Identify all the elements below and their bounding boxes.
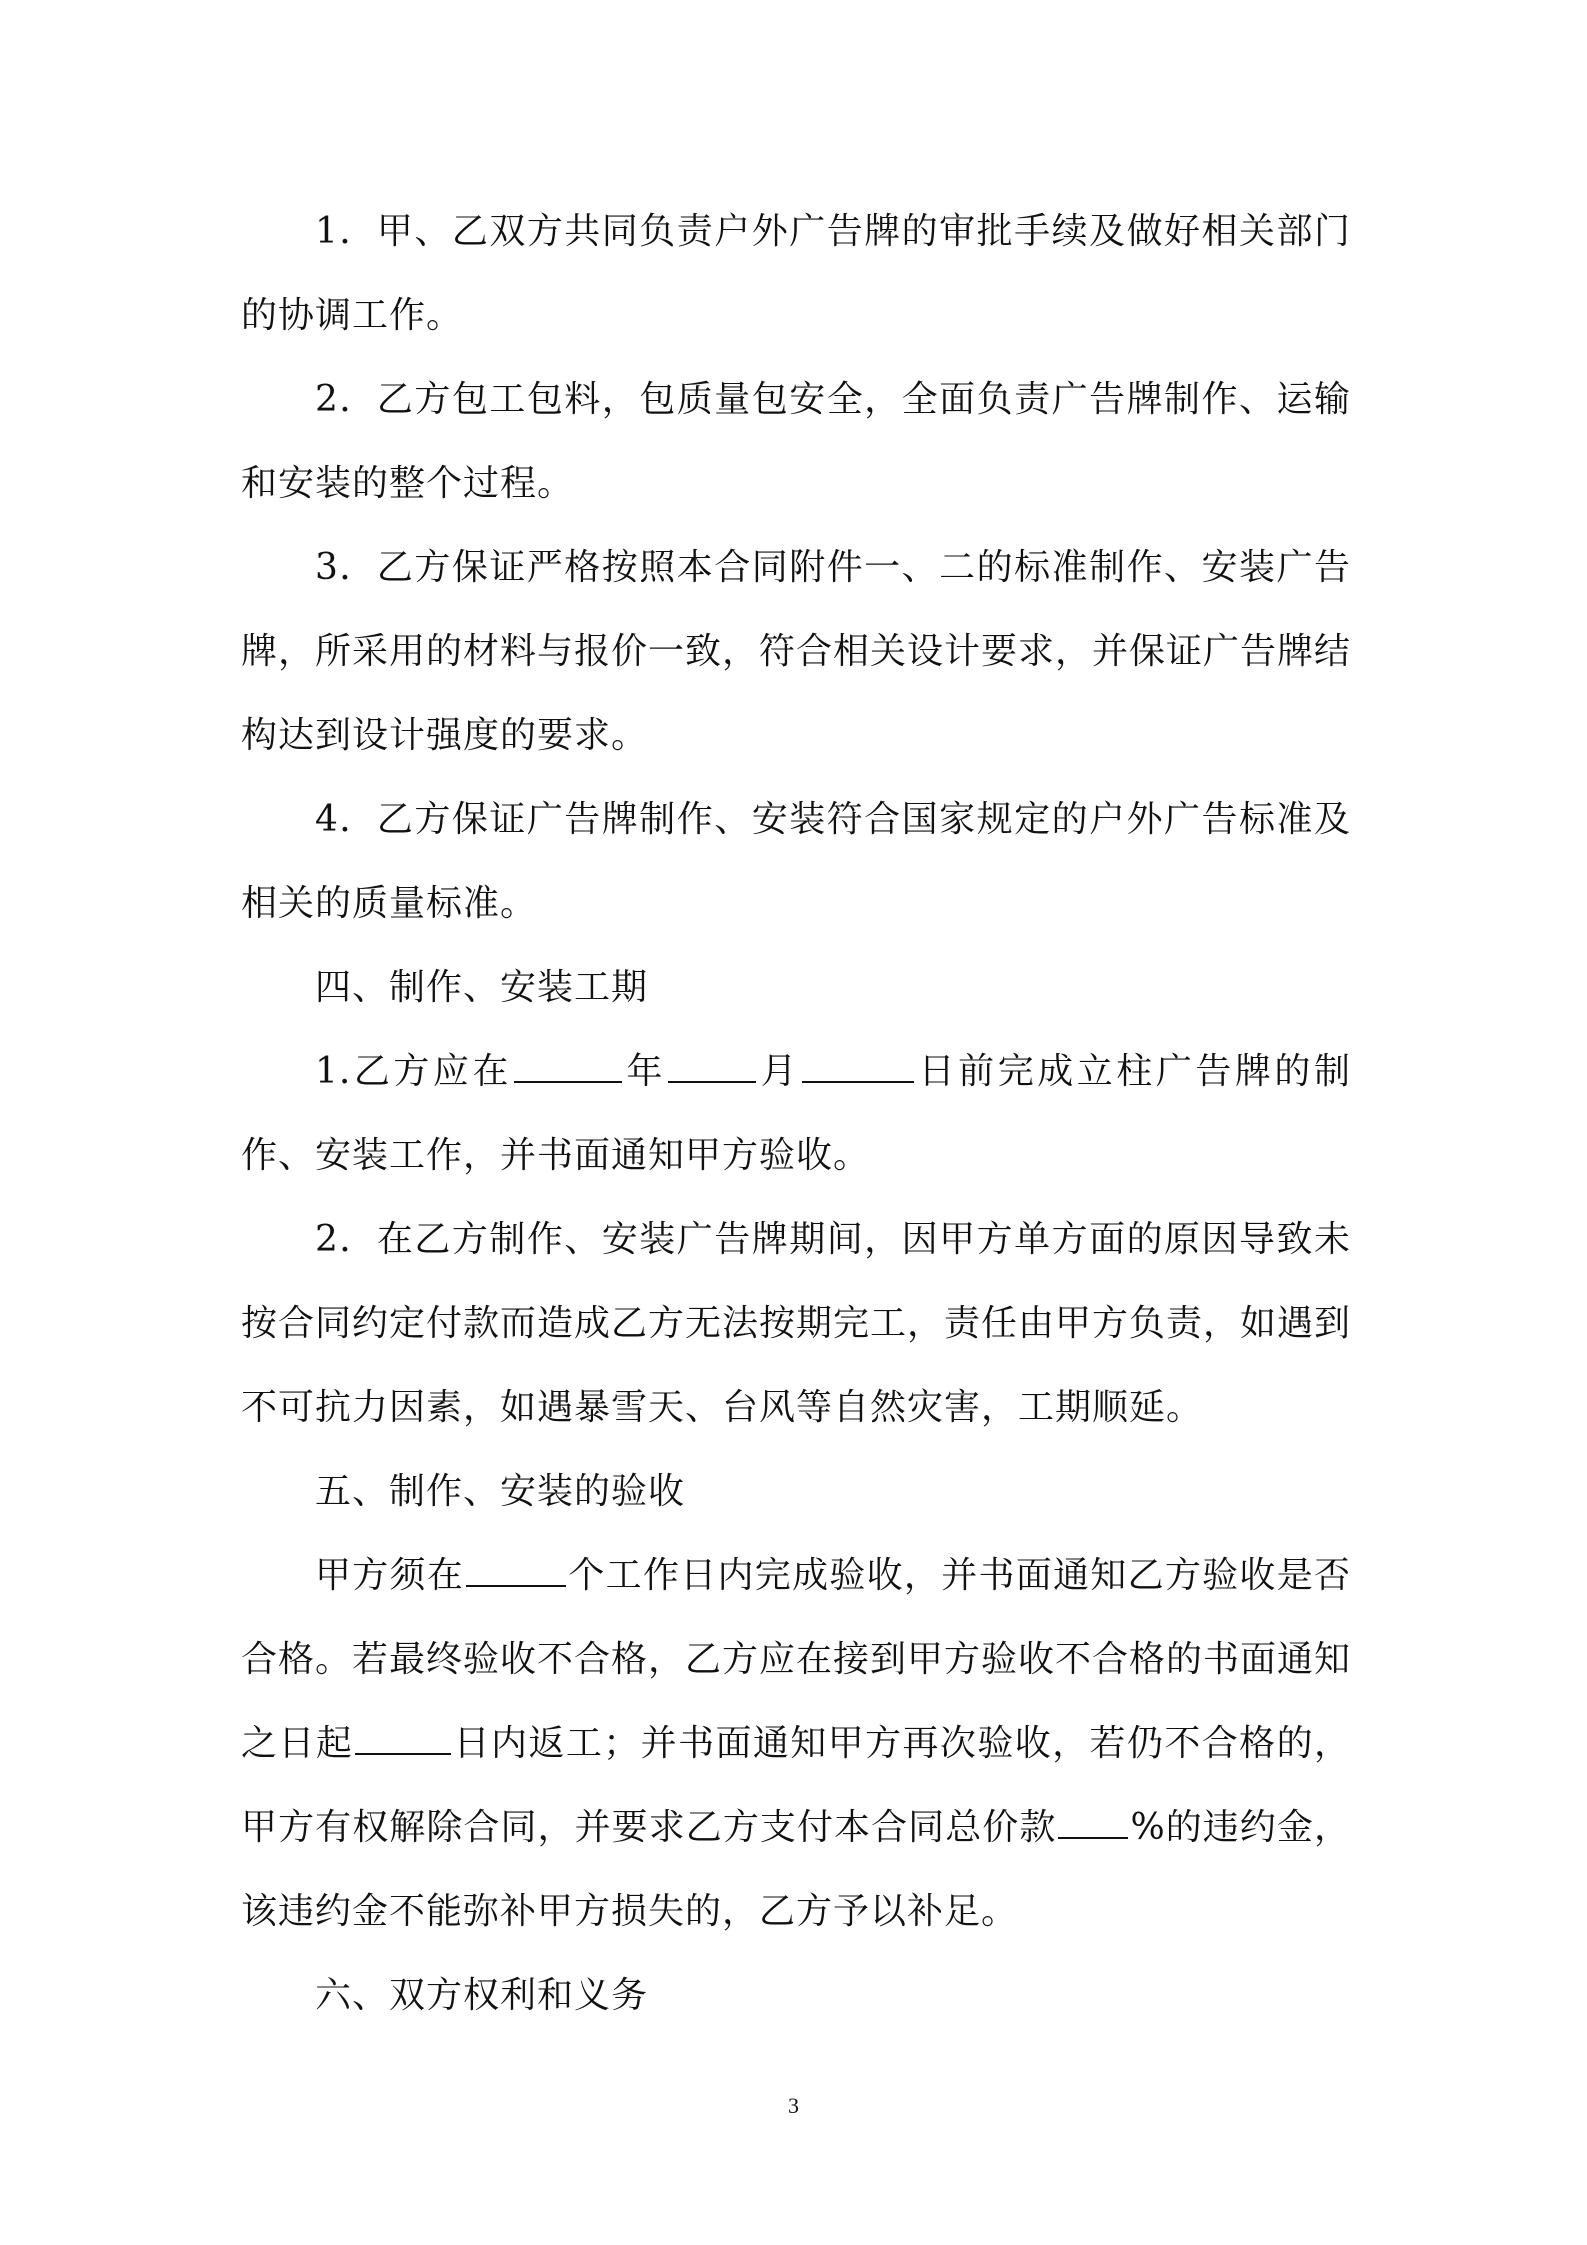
clause-paragraph: 2．乙方包工包料，包质量包安全，全面负责广告牌制作、运输和安装的整个过程。 bbox=[241, 379, 1351, 504]
text-segment: 1.乙方应在 bbox=[315, 1051, 512, 1092]
page-number: 3 bbox=[788, 2093, 799, 2118]
rework-days-blank bbox=[355, 1717, 451, 1755]
clause-paragraph: 1．甲、乙双方共同负责户外广告牌的审批手续及做好相关部门的协调工作。 bbox=[241, 211, 1351, 336]
clause-paragraph: 2．在乙方制作、安装广告牌期间，因甲方单方面的原因导致未按合同约定付款而造成乙方无法按期完工，责任由甲方负责，如遇到不可抗力因素，如遇暴雪天、台风等自然灾害，工期顺延。 bbox=[241, 1219, 1352, 1428]
text-segment: 个工作日内完成验收，并书面通知乙方验收是否合格。若最终验收不合格，乙方应在接到甲方验收不合格的书面通知之日起 bbox=[241, 1555, 1352, 1764]
text-segment: 月 bbox=[758, 1051, 801, 1092]
clause-paragraph-with-blanks bbox=[241, 1030, 1351, 1198]
clause-paragraph: 4．乙方保证广告牌制作、安装符合国家规定的户外广告标准及相关的质量标准。 bbox=[241, 799, 1351, 924]
year-blank bbox=[514, 1045, 622, 1083]
text-segment: 日内返工；并书面通知甲方再次验收，若仍不合格的，甲方有权解除合同，并要求乙方支付本合同总价款 bbox=[241, 1723, 1351, 1848]
section-heading: 六、双方权利和义务 bbox=[315, 1975, 649, 2016]
section-heading: 四、制作、安装工期 bbox=[315, 967, 649, 1008]
month-blank bbox=[668, 1045, 756, 1083]
day-blank bbox=[802, 1045, 914, 1083]
workdays-blank bbox=[466, 1549, 566, 1587]
clause-paragraph-with-blanks bbox=[241, 1534, 1351, 1954]
text-segment: 日前完成立柱广告牌的制作、安装工作，并书面通知甲方验收。 bbox=[241, 1051, 1351, 1176]
clause-paragraph: 3．乙方保证严格按照本合同附件一、二的标准制作、安装广告牌，所采用的材料与报价一致，符合相关设计要求，并保证广告牌结构达到设计强度的要求。 bbox=[241, 547, 1352, 756]
document-body bbox=[241, 190, 1351, 2038]
text-segment: %的违约金，该违约金不能弥补甲方损失的，乙方予以补足。 bbox=[241, 1807, 1351, 1932]
percentage-blank bbox=[1058, 1801, 1128, 1839]
section-heading: 五、制作、安装的验收 bbox=[315, 1471, 686, 1512]
text-segment: 年 bbox=[624, 1051, 667, 1092]
text-segment: 甲方须在 bbox=[315, 1555, 465, 1596]
